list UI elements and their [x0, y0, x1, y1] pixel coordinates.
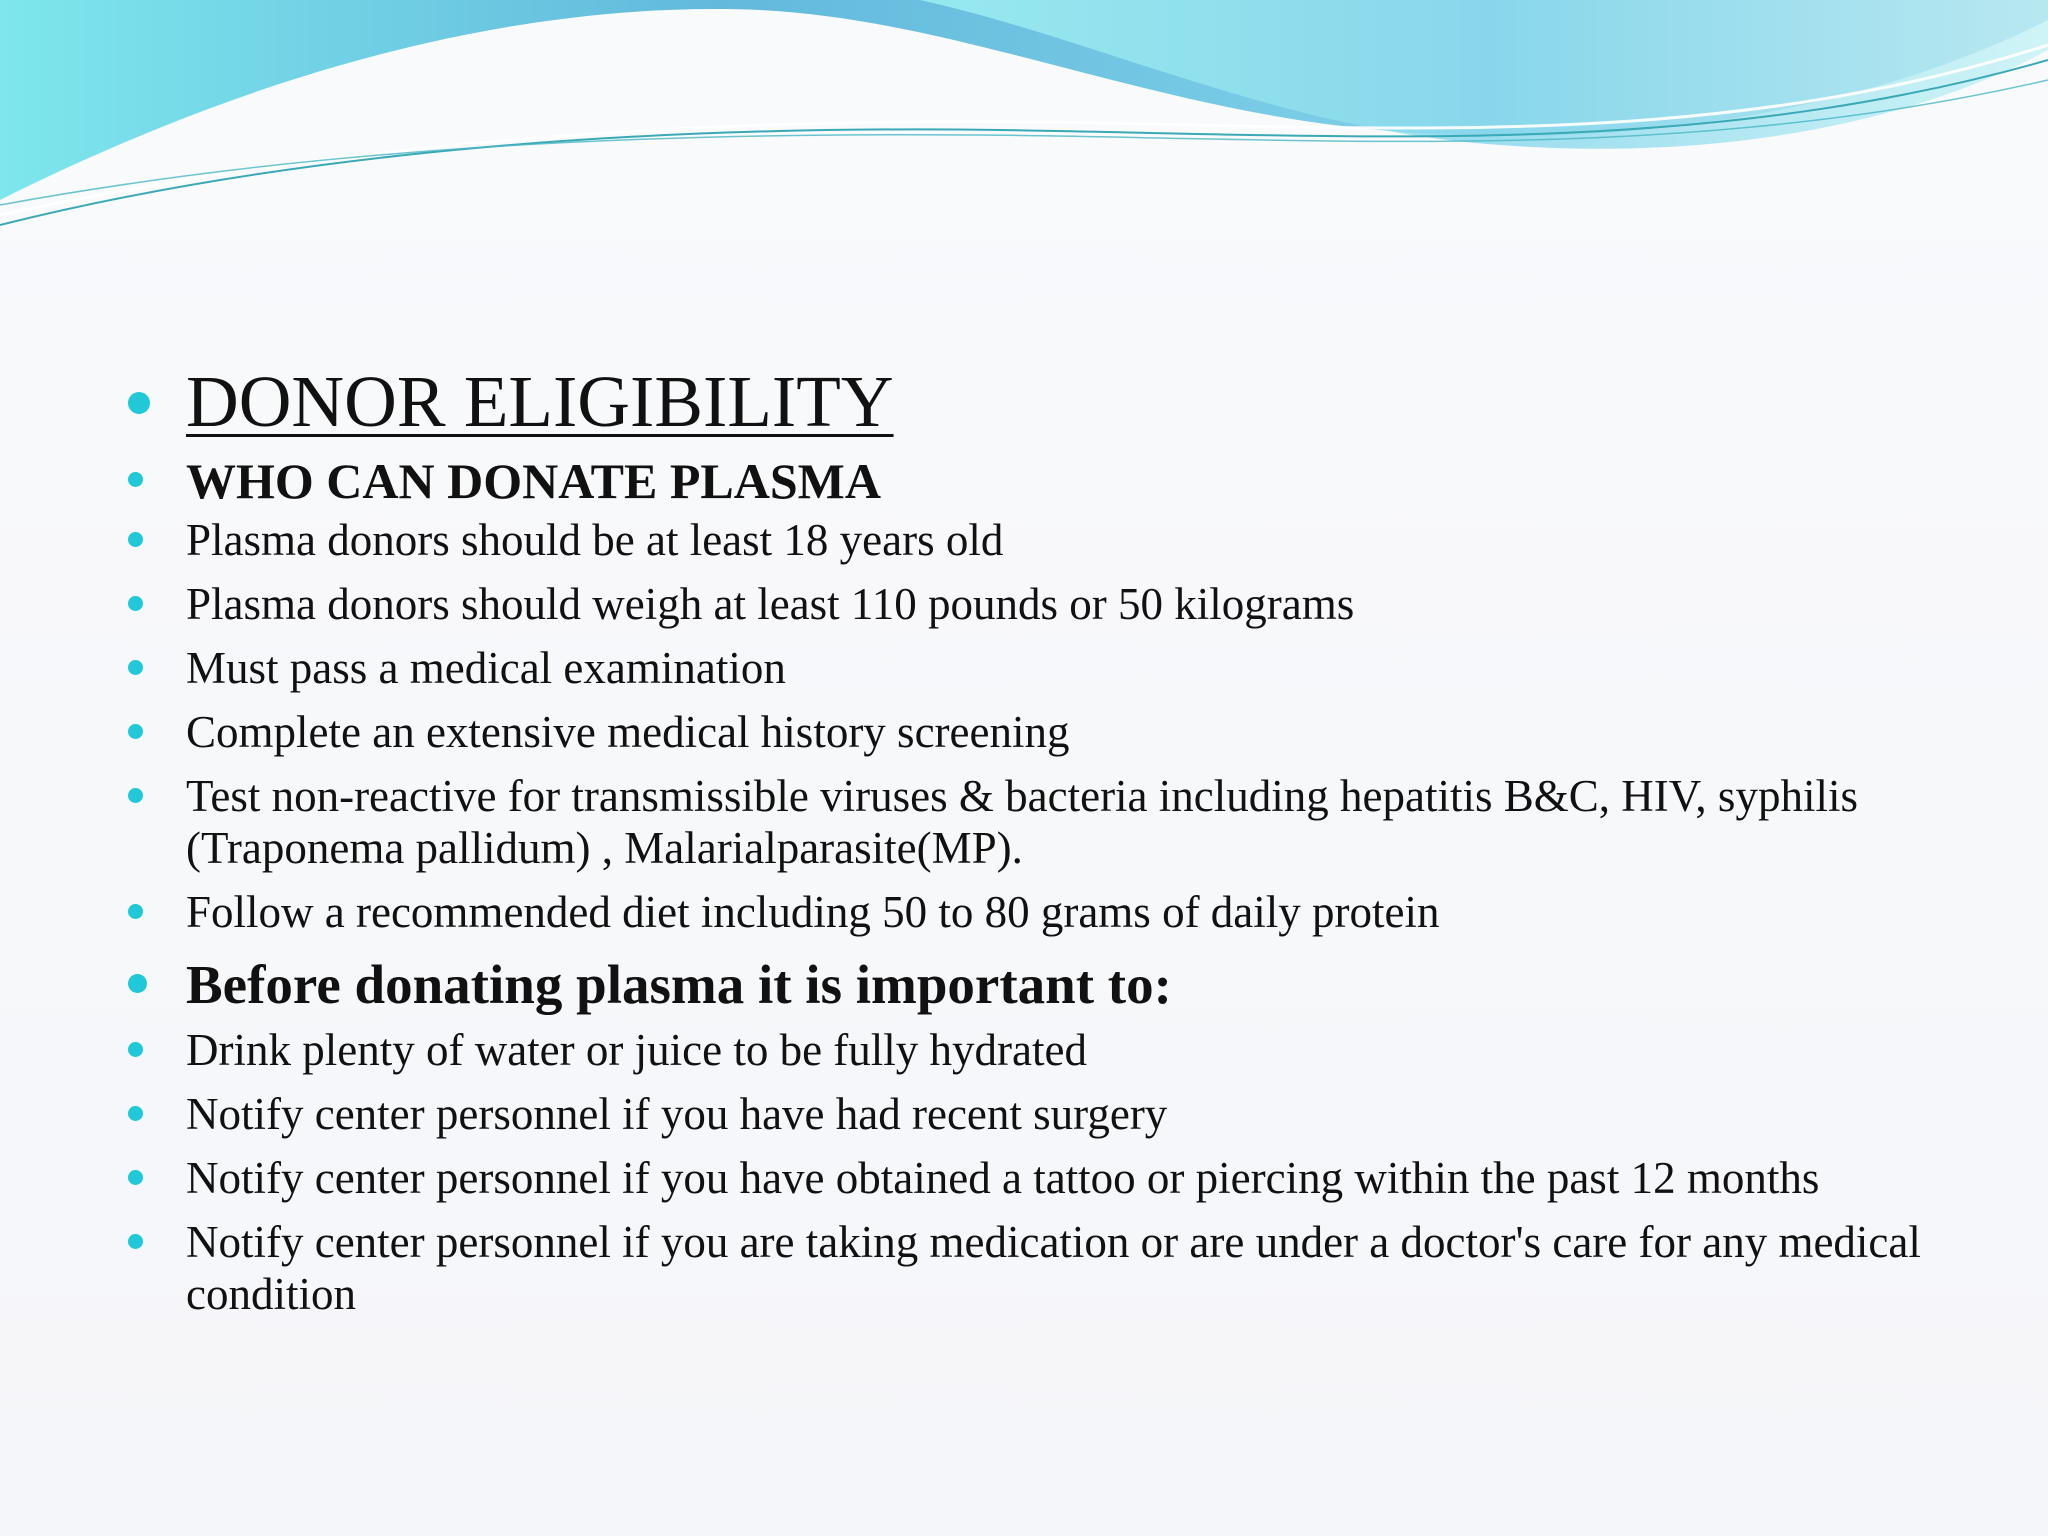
- bullet-icon: [128, 596, 143, 611]
- list-item-text: Drink plenty of water or juice to be fully hydrated: [186, 1025, 1087, 1075]
- list-item-text: Notify center personnel if you are taking medication or are under a doctor's care for any medical condition: [186, 1217, 1921, 1319]
- list-item-text: Test non-reactive for transmissible viruses & bacteria including hepatitis B&C, HIV, syphilis (Traponema pallidum) , Malarialparasite(MP).: [186, 771, 1858, 873]
- list-item: [128, 706, 1988, 758]
- bullet-icon: [128, 904, 143, 919]
- list-item: [128, 514, 1988, 566]
- bullet-icon: [128, 1106, 143, 1121]
- list-item-text: Follow a recommended diet including 50 to 80 grams of daily protein: [186, 887, 1440, 937]
- before-heading: Before donating plasma it is important to:: [186, 954, 1172, 1015]
- bullet-icon: [128, 532, 143, 547]
- list-item: [128, 770, 1988, 874]
- list-item: [128, 1024, 1988, 1076]
- slide-title: DONOR ELIGIBILITY: [186, 361, 894, 442]
- before-heading-item: [128, 950, 1988, 1020]
- slide-subtitle: WHO CAN DONATE PLASMA: [186, 453, 881, 509]
- bullet-icon: [128, 660, 143, 675]
- header-wave-decoration: [0, 0, 2048, 240]
- list-item: [128, 886, 1988, 938]
- bullet-icon: [128, 1234, 143, 1249]
- bullet-icon: [128, 392, 150, 414]
- list-item: [128, 1152, 1988, 1204]
- title-item: [128, 356, 1988, 448]
- list-item: [128, 642, 1988, 694]
- list-item-text: Plasma donors should be at least 18 years old: [186, 515, 1004, 565]
- bullet-icon: [128, 1170, 143, 1185]
- list-item: [128, 578, 1988, 630]
- bullet-icon: [128, 472, 143, 487]
- bullet-icon: [128, 788, 143, 803]
- bullet-icon: [128, 974, 147, 993]
- list-item-text: Notify center personnel if you have obtained a tattoo or piercing within the past 12 months: [186, 1153, 1820, 1203]
- bullet-icon: [128, 1042, 143, 1057]
- bullet-list: [128, 356, 1988, 1332]
- subtitle-item: [128, 448, 1988, 514]
- list-item: [128, 1088, 1988, 1140]
- list-item-text: Must pass a medical examination: [186, 643, 786, 693]
- list-item: [128, 1216, 1988, 1320]
- list-item-text: Complete an extensive medical history screening: [186, 707, 1070, 757]
- list-item-text: Plasma donors should weigh at least 110 pounds or 50 kilograms: [186, 579, 1355, 629]
- bullet-icon: [128, 724, 143, 739]
- list-item-text: Notify center personnel if you have had recent surgery: [186, 1089, 1168, 1139]
